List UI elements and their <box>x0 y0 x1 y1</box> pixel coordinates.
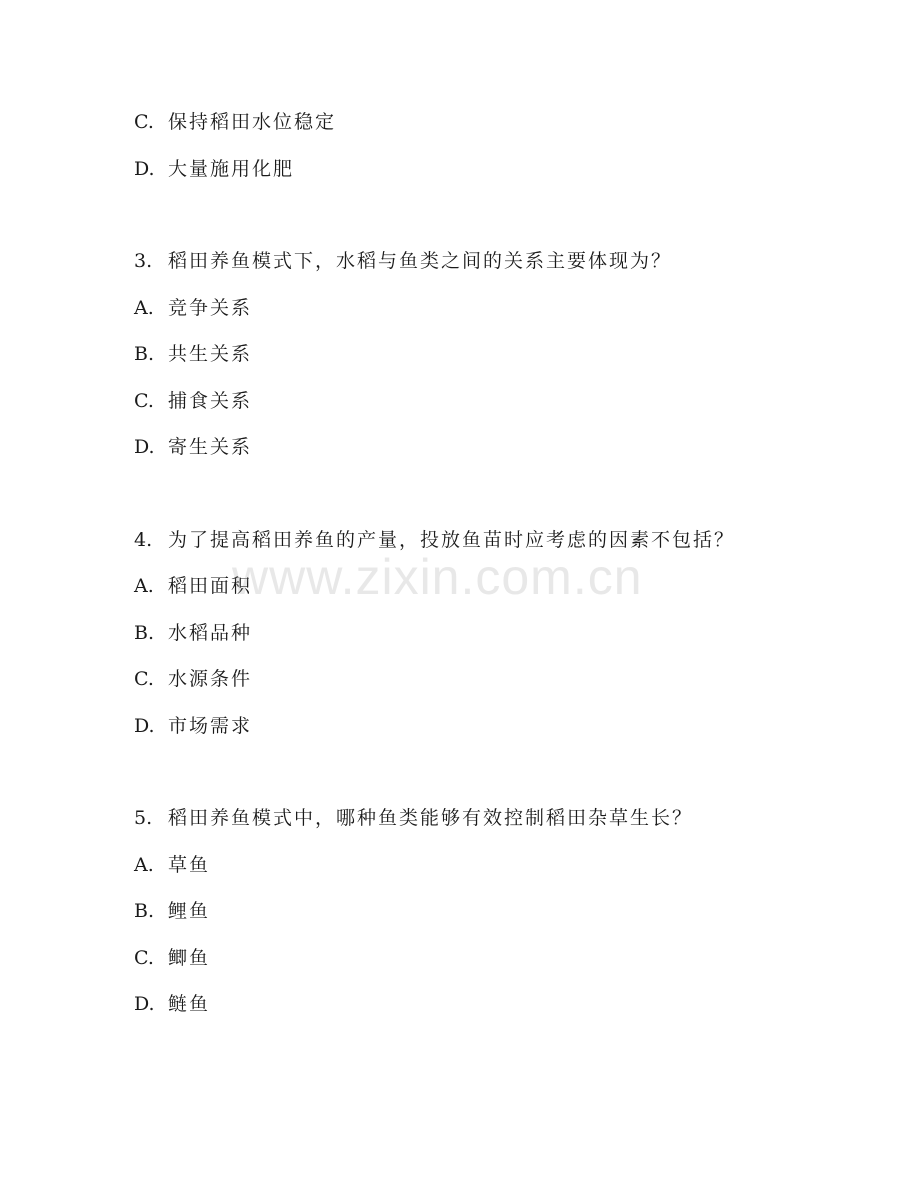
option-q5-c <box>134 945 210 971</box>
option-text: 捕食关系 <box>168 390 253 412</box>
option-text: 寄生关系 <box>168 436 253 458</box>
option-text: 大量施用化肥 <box>168 158 295 180</box>
question-number: 3. <box>134 250 153 272</box>
option-q3-b <box>134 341 252 367</box>
option-label: C. <box>134 947 154 969</box>
option-q4-b <box>134 620 252 646</box>
option-q2-c <box>134 109 336 135</box>
watermark: www.zixin.com.cn <box>232 549 643 605</box>
option-q5-d <box>134 991 210 1017</box>
question-3 <box>134 248 672 274</box>
question-text: 稻田养鱼模式下，水稻与鱼类之间的关系主要体现为？ <box>168 250 673 272</box>
option-label: C. <box>134 668 154 690</box>
question-text: 稻田养鱼模式中，哪种鱼类能够有效控制稻田杂草生长？ <box>168 807 694 829</box>
option-q4-d <box>134 713 252 739</box>
option-label: B. <box>134 900 155 922</box>
option-label: D. <box>134 715 155 737</box>
option-label: B. <box>134 622 155 644</box>
question-text: 为了提高稻田养鱼的产量，投放鱼苗时应考虑的因素不包括？ <box>168 529 736 551</box>
option-text: 共生关系 <box>168 343 253 365</box>
question-number: 5. <box>134 807 153 829</box>
option-label: C. <box>134 111 154 133</box>
option-label: D. <box>134 158 155 180</box>
option-text: 市场需求 <box>168 715 253 737</box>
option-label: D. <box>134 993 155 1015</box>
option-label: A. <box>134 575 154 597</box>
option-label: A. <box>134 854 154 876</box>
option-text: 水稻品种 <box>168 622 253 644</box>
option-text: 鲫鱼 <box>168 947 211 969</box>
option-q3-a <box>134 295 252 321</box>
question-number: 4. <box>134 529 153 551</box>
option-label: D. <box>134 436 155 458</box>
option-q3-c <box>134 388 252 414</box>
option-q4-a <box>134 573 252 599</box>
option-label: C. <box>134 390 154 412</box>
option-q5-b <box>134 898 210 924</box>
option-text: 稻田面积 <box>168 575 253 597</box>
question-4 <box>134 527 735 553</box>
option-text: 竞争关系 <box>168 297 253 319</box>
option-q2-d <box>134 156 294 182</box>
option-q5-a <box>134 852 210 878</box>
option-text: 草鱼 <box>168 854 211 876</box>
option-q3-d <box>134 434 252 460</box>
option-label: B. <box>134 343 155 365</box>
question-5 <box>134 805 693 831</box>
option-text: 保持稻田水位稳定 <box>168 111 337 133</box>
option-text: 鲤鱼 <box>168 900 211 922</box>
option-text: 鲢鱼 <box>168 993 211 1015</box>
option-q4-c <box>134 666 252 692</box>
option-text: 水源条件 <box>168 668 253 690</box>
option-label: A. <box>134 297 154 319</box>
